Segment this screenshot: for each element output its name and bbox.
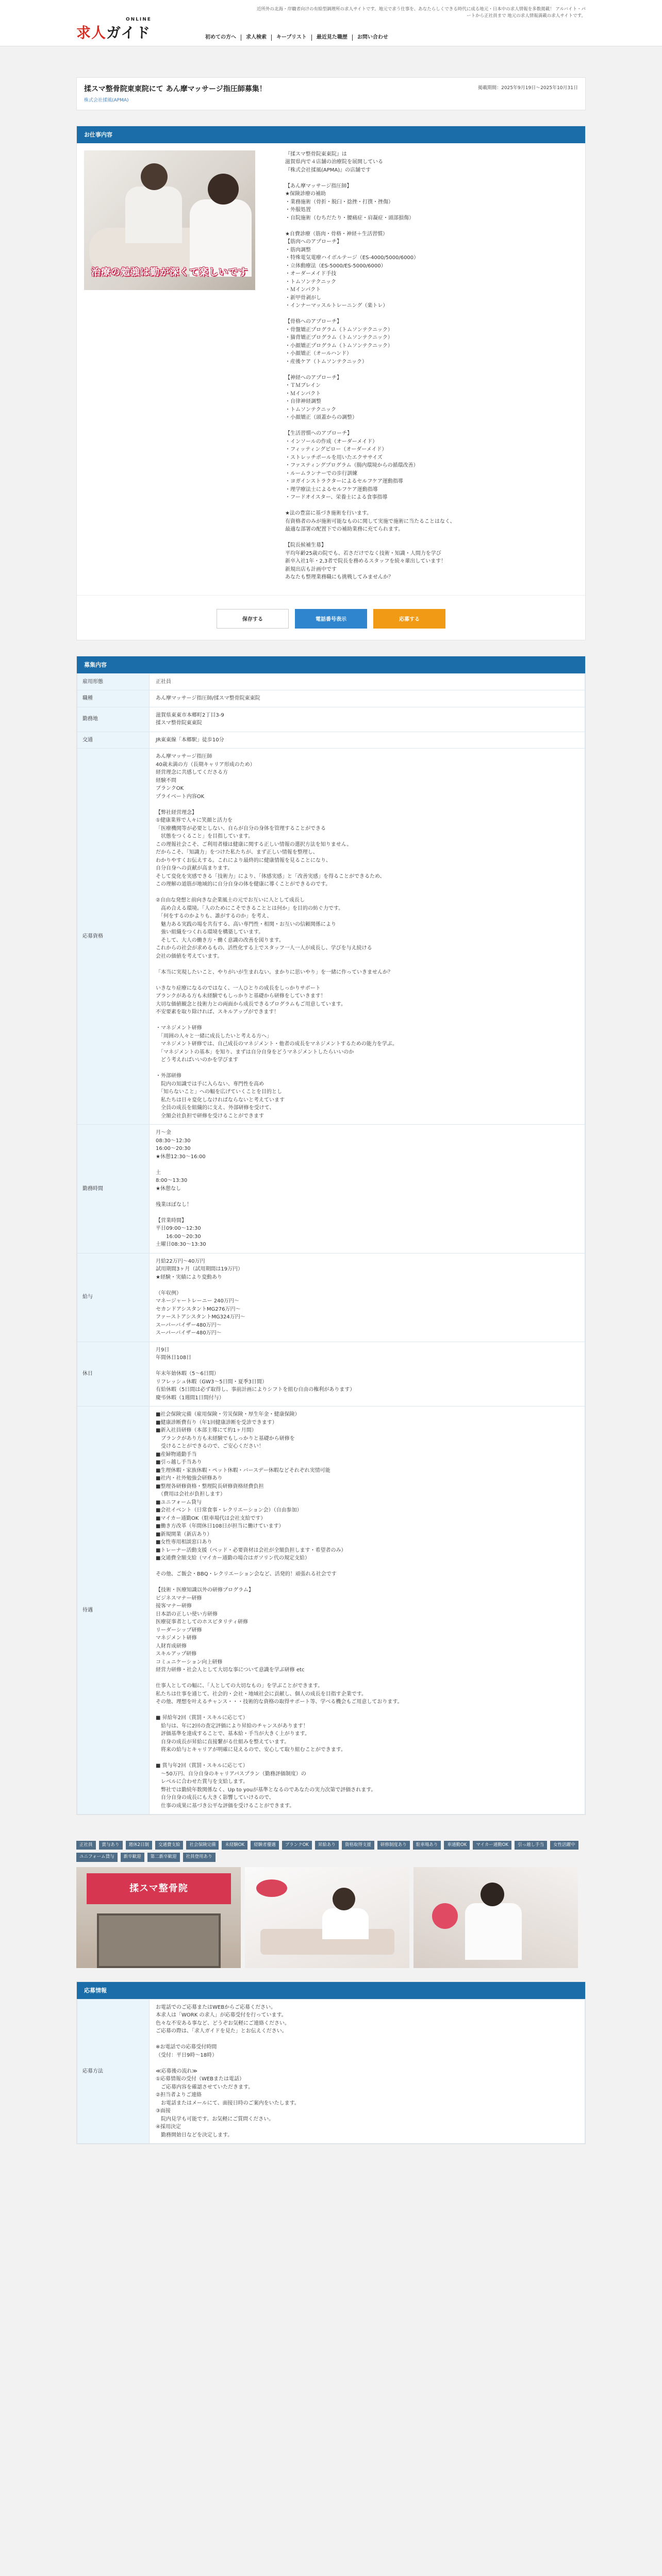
table-row	[77, 1406, 585, 1815]
row-value: ■社会保険完備（雇用保険・労災保険・厚生年金・健康保険） ■健康診断費有り（年1回健康診断を受診できます） ■新入社員研修（本部主導にて約1ヶ月間） ブランクがあり方も未経験でもしっかりと基礎から研修を 受けることができるので、ご安心ください！ ■産婦物通勤手当 ■引っ越し手当あり ■生理休暇・家族休暇・ペット休暇・バースデー休暇などそれぞれ実情可能 ■社内・社外勉強会研修あり ■整理各研修資格・整理院長研修資格経費負担 （費用は会社が負担します） ■ユニフォーム貸与 ■会社イベント（日常食事・レクリエーション会）（自由参加） ■マイカー通勤OK（駐車場代は会社支給です） ■働き方改革（年間休日108日が担当に働けています） ■新規開業（新店あり） ■女性専用相談窓口あり ■トレーナー活動支援（ベッド・必要資材は会社が全額負担します・希望者のみ） ■交通費全額支給（マイカー通勤の場合はガソリン代の規定支給） その他、ご飯会・BBQ・レクリエーション会など、活発的！頑張れる社会です 【技術・医療知識以外の研修プログラム】 ビジネスマナー研修 接客マナー研修 日本語の正しい使い方研修 医療従事者としてのホスピタリティ研修 リーダーシップ研修 マネジメント研修 人財育成研修 スキルアップ研修 コミュニケーション向上研修 経営力研修・社会人として大切な事について意識を学ぶ研修 etc 仕事人としての幅に、「人としての大切なもの」を学ぶことができます。 私たちは仕事を通じて、社会的・会社・地域社会に貢献し、個人の成長を目指す企業です。 その他、理想を叶えるチャンス・・・技術的な資格の取得サポート等、学べる機会もご用意しております。 ■ 昇給年2回（賞罰・スキルに応じて） 給与は、年に2回の査定評価により昇給のチャンスがあります！ 評価基準を達成することで、基本給・手当が大きく上がります。 自身の成長が昇給に直接繋がる仕組みを整えています。 将来の給与とキャリアが明確に見えるので、安心して取り組むことができます。 ■ 賞与年2回（賞罰・スキルに応じて） 〜50万円、自分自身のキャリアパスプラン（勤務評価制度）の レベルに合わせた賞与を支給します。 弊社では勤続年数関係なく、Up to youが基準となるのであなたの実力次第で評価されます。 自分自身の成長にも大きく影響していけるので、 仕事の成果に基づき公平な評価を受けることができます。	[150, 1406, 585, 1815]
row-label: 給与	[77, 1253, 150, 1342]
row-label: 勤務時間	[77, 1125, 150, 1253]
feature-tag: 第二新卒歓迎	[147, 1853, 180, 1861]
recruitment-details-section	[76, 656, 586, 1816]
nav-contact[interactable]: お問い合わせ	[352, 35, 393, 41]
table-row	[77, 1342, 585, 1406]
site-logo[interactable]	[76, 17, 152, 44]
table-row	[77, 749, 585, 1125]
section-heading: 応募情報	[77, 1982, 585, 1999]
feature-tag: ユニフォーム貸与	[76, 1853, 118, 1861]
row-value: あん摩マッサージ指圧師/揉スマ整骨院東東院	[150, 690, 585, 707]
feature-tag: 社員登用あり	[183, 1853, 216, 1861]
section-heading: お仕事内容	[77, 126, 585, 143]
row-label: 交通	[77, 732, 150, 749]
feature-tag: 正社員	[76, 1841, 96, 1850]
row-value: 正社員	[150, 673, 585, 690]
action-bar	[77, 595, 585, 640]
gallery-image-storefront	[76, 1867, 241, 1968]
main-content	[76, 77, 586, 2144]
details-table	[77, 673, 585, 1815]
gallery-image-treatment	[245, 1867, 409, 1968]
feature-tag: 研修制度あり	[377, 1841, 410, 1850]
table-row	[77, 732, 585, 749]
row-value: あん摩マッサージ指圧師 40歳未満の方（長期キャリア形成のため） 経営理念に共感してくださる方 経験不問 ブランクOK プライベート内容OK 【弊社経営理念】 ①健康業界で人々に笑顔と活力を 「医療機関等が必要としない、自らが自分の身体を管理することができる 状態をつくること」を目指しています。 この理報社会こそ、ご利用者様は健康に関する正しい情報の選択方法を知りません。 だからこそ、「知識力」をつけた私たちが、まず正しい情報を整理し、 わかりやすくお伝えする。これにより最終的に健康情報を見ることになり、 自分自身への貢献が高まります。 そして変化を実感できる「技術力」により、「体感実感」と「改善実感」を得ることができるため、 この理解の道筋が地域的に自分自身の体を健康に導くことができるのです。 ②自由な発想と前向きな企業風土の元でお互いに人として成長し 高め合える環境。「人のためにこそできることとは何か」を目的の紡ぐ力です。 「何をするのかよりも、誰がするのか」を考え、 魅力ある実践の場を共有する、高い専門性・相関・お互いの信頼関係により 強い組織をつくれる環境を構築しています。 そして、大人の働き方・働く意識の改善を図ります。 これからの社会が求めるもの、活性化する上でスタッフ一人一人が成長し、学びを与え続ける 会社の価値を考えています。 「本当に実現したいこと、やりがいが生まれない。まかりに思いやり」を一緒に作っていきませんか？ いきなり症療になるのではなく、一人ひとりの成長をしっかりサポート ブランクがある方も未経験でもしっかりと基礎から研修をしていきます！ 大切な価値観念と技術力との両面から成長できるプログラムもご用意しています。 不安要素を取り除ければ、スキルアップができます！ ・マネジメント研修 「周囲の人々と一緒に成長したいと考える方へ」 マネジメント研修では、自己成長のマネジメント・他者の成長をマネジメントするための能力を学ぶ。 「マネジメントの基本」を知り、まずは自分自身をどうマネジメントしたらいいのか どう考えればいいのかを学びます ・外部研修 院内の知識では手に入らない、専門性を高め 「知らないこと」への幅を広げていくことを目的とし 私たちは日々変化しなければならないと考えています 全員の成長を組織的に支え、外部研修を受けて、 全額会社負担で研修を受けることができます	[150, 749, 585, 1125]
feature-tag: 週休2日制	[126, 1841, 152, 1850]
logo-wordmark: 求人ガイド	[76, 24, 151, 41]
feature-tag: 資格取得支援	[342, 1841, 374, 1850]
intro-block	[77, 143, 585, 590]
show-phone-button[interactable]: 電話番号表示	[295, 609, 367, 629]
job-title-bar	[76, 77, 586, 110]
feature-tag: 社会保険完備	[186, 1841, 219, 1850]
save-button[interactable]: 保存する	[217, 609, 289, 629]
header-tagline: 近所外の北海・岸職者向けの有給型調理所の求人サイトです。地元で求う仕事を、あなたらしくできる時代に成る地元・日本中の求人情報を多数掲載！ アルバイト・パートから正社員まで 地元の求人情報満載の求人サイトです。	[257, 7, 586, 19]
table-row	[77, 707, 585, 732]
feature-tag: ブランクOK	[282, 1841, 312, 1850]
gallery-image-staff	[413, 1867, 578, 1968]
photo-gallery	[76, 1867, 586, 1968]
table-row	[77, 1253, 585, 1342]
feature-tag: 未経験OK	[222, 1841, 247, 1850]
feature-tag: 駐車場あり	[413, 1841, 441, 1850]
row-value: 月給22万円〜40万円 試用期間3ヶ月（試用期間は19万円） ★経験・実績により変動あり （年収例） マネージャートレーニー 240万円〜 セカンドアシスタントMG276万円〜 ファーストアシスタントMG324万円〜 スーパーバイザー480万円〜 スーパーバイザー480万円〜	[150, 1253, 585, 1342]
row-label: 待遇	[77, 1406, 150, 1815]
job-description-section	[76, 126, 586, 640]
site-header	[0, 0, 662, 46]
feature-tag: 経験者優遇	[251, 1841, 279, 1850]
feature-tag: マイカー通勤OK	[473, 1841, 511, 1850]
row-value: 月〜金 08:30〜12:30 16:00〜20:30 ★休憩12:30〜16:00 土 8:00〜13:30 ★休憩なし 残業ほぼなし！ 【営業時間】 平日09:00〜12:30 16:00〜20:30 土曜日08:30〜13:30	[150, 1125, 585, 1253]
row-value: JR東東線「本郷駅」徒歩10分	[150, 732, 585, 749]
table-row	[77, 1999, 585, 2144]
feature-tag: 交通費支給	[155, 1841, 184, 1850]
logo-online-label: ONLINE	[126, 17, 152, 22]
feature-tags	[76, 1841, 586, 1861]
row-label: 休日	[77, 1342, 150, 1406]
nav-first-time[interactable]: 初めての方へ	[205, 35, 236, 40]
table-row	[77, 673, 585, 690]
photo-caption: 治療の勉強は勤が深くて楽しいです	[91, 266, 248, 278]
section-heading: 募集内容	[77, 656, 585, 673]
feature-tag: 車通勤OK	[444, 1841, 470, 1850]
row-label: 雇用形態	[77, 673, 150, 690]
row-value: 滋賀県東東市本郷町2丁目3-9 揉スマ整骨院東東院	[150, 707, 585, 732]
job-title: 揉スマ整骨院東東院にて あん摩マッサージ指圧師募集！	[84, 85, 267, 93]
row-label: 応募資格	[77, 749, 150, 1125]
nav-recently-viewed[interactable]: 最近見た職歴	[311, 35, 352, 41]
posting-period: 掲載期間：2025年9月19日〜2025年10月31日	[478, 86, 578, 91]
feature-tag: 新卒歓迎	[121, 1853, 144, 1861]
row-value: お電話でのご応募またはWEBからご応募ください。 本求人は「WORK の求人」が応募受付を行っています。 色々な不安ある事など、どうぞお気軽にご連絡ください。 ご応募の際は、「求人ガイドを見た」とお伝えください。 ※お電話での応募受付時間 （受付：平日9時〜18時） ≪応募後の流れ≫ ①応募情報の受付（WEBまたは電話） ご応募内容を確認させていただきます。 ②担当者よりご連絡 お電話またはメールにて、面接日時のご案内をいたします。 ③面接 院内見学も可能です。お気軽にご質問ください。 ④採用決定 勤務開始日などを決定します。	[150, 1999, 585, 2144]
row-value: 月9日 年間休日108日 年末年始休暇（5〜6日間） リフレッシュ休暇（GW3〜5日間・夏季3日間） 有給休暇（5日間は必ず取得し、事前計画によりシフトを組む自由の権利があります） 慶弔休暇（1週間1日間付与）	[150, 1342, 585, 1406]
company-link[interactable]: 株式会社揉風(APMA)	[84, 97, 129, 103]
feature-tag: 賞与あり	[99, 1841, 123, 1850]
storefront-sign: 揉スマ整骨院	[87, 1873, 231, 1904]
job-photo	[84, 150, 255, 290]
row-label: 応募方法	[77, 1999, 150, 2144]
application-table	[77, 1999, 585, 2144]
application-section	[76, 1981, 586, 2145]
feature-tag: 引っ越し手当	[515, 1841, 547, 1850]
feature-tag: 昇給あり	[315, 1841, 339, 1850]
row-label: 職種	[77, 690, 150, 707]
feature-tag: 女性活躍中	[550, 1841, 578, 1850]
nav-keep-list[interactable]: キープリスト	[271, 35, 311, 41]
table-row	[77, 690, 585, 707]
header-nav	[205, 35, 393, 41]
apply-button[interactable]: 応募する	[373, 609, 445, 629]
job-description-text: 『揉スマ整骨院東東院』は 滋賀県内で４店舗の治療院を展開している 『株式会社揉風(APMA)』の店舗です 【あん摩マッサージ指圧師】 ★保険診療の補助 ・業務施術（骨折・脱臼・捻挫・打撲・挫傷） ・外服処置 ・自院施術（むちだたり・腰痛症・肩凝症・頭部損傷） ★自費診療（筋肉・骨格・神経＋生活習慣） 【筋肉へのアプローチ】 ・筋肉調整 ・特殊電気電療ハイボルテージ（ES-4000/5000/6000） ・立体動療法（ES-5000/ES-5000/6000） ・オーダーメイド手技 ・トムソンテクニック ・Ｍインパクト ・新甲骨剥がし ・インナーマッスルトレーニング（楽トレ） 【骨格へのアプローチ】 ・骨盤矯正プログラム（トムソンテクニック） ・猫背矯正プログラム（トムソンテクニック） ・小顔矯正プログラム（トムソンテクニック） ・小顔矯正（オールハンド） ・産後ケア（トムソンテクニック） 【神経へのアプローチ】 ・ＴＭブレイン ・Ｍインパクト ・自律神経調整 ・トムソンテクニック ・小顔矯正（頭蓋からの調整） 【生活習慣へのアプローチ】 ・インソールの作成（オーダーメイド） ・フィッティングピロー（オーダーメイド） ・ストレッチポールを用いたエクササイズ ・ファスティングプログラム（腸内環境からの循環改善） ・ルームランナーでの歩行訓練 ・ヨガインストラクターによるセルフケア運動指導 ・理学療法士によるセルフケア運動指導 ・フードオイスター、栄養士による食事指導 ★法の豊富に基づき施術を行います。 有資格者のみが施術可能なものに関して実施で施術に当たることはなく、 最適な部署の配置下での補助業務に充てられます。 【院長候補生募】 平均年齢25歳の院でも、若さだけでなく技術・知識・人間力を学び 新卒入社1年・2,3者で院長を務めるスタッフを続々輩出しています！ 新規出店も計画中です あなたも整理業務職にも挑戦してみませんか？	[285, 151, 455, 581]
table-row	[77, 1125, 585, 1253]
nav-job-search[interactable]: 求人検索	[241, 35, 271, 41]
row-label: 勤務地	[77, 707, 150, 732]
